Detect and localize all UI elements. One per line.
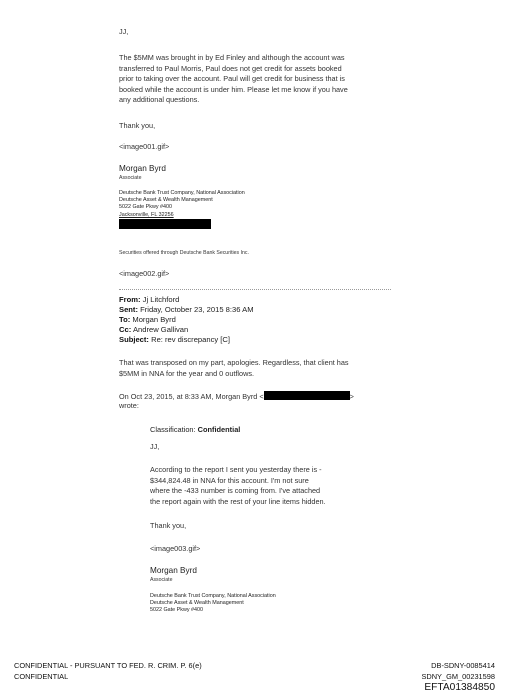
email1-body-line: booked while the account is under him. Please let me know if you have (119, 84, 348, 94)
signature-org-line: Deutsche Asset & Wealth Management (119, 197, 213, 204)
signature-org-line: 5022 Gate Pkwy #400 (119, 204, 173, 211)
email2-body-line: That was transposed on my part, apologies. Regardless, that client has (119, 358, 349, 367)
quote-intro-wrote: wrote: (119, 401, 139, 410)
redaction-block (264, 391, 350, 400)
email1-signature-name: Morgan Byrd (119, 164, 166, 173)
email3-greeting: JJ, (150, 442, 160, 451)
email1-body-line: transferred to Paul Morris, Paul does not get credit for assets booked (119, 63, 342, 73)
signature-org-line: Deutsche Asset & Wealth Management (150, 600, 244, 607)
email3-image-ref: <image003.gif> (150, 544, 201, 553)
email1-image-ref-1: <image001.gif> (119, 142, 170, 151)
email-separator (119, 289, 391, 290)
email2-header-sent (119, 305, 254, 315)
cc-label: Cc: (119, 325, 132, 334)
classification-value: Confidential (197, 425, 241, 434)
redaction-block (119, 219, 211, 229)
classification-label: Classification: (150, 425, 196, 434)
subject-label: Subject: (119, 335, 149, 344)
footer-bates-sdny: SDNY_GM_00231598 (421, 672, 495, 681)
email2-header-to (119, 315, 176, 325)
classification-line (150, 425, 240, 434)
footer-confidential: CONFIDENTIAL (14, 672, 69, 681)
securities-note: Securities offered through Deutsche Bank Securities Inc. (119, 250, 249, 256)
sent-label: Sent: (119, 305, 138, 314)
email1-body (119, 53, 348, 106)
to-value: Morgan Byrd (132, 315, 176, 324)
email3-signature-title: Associate (150, 577, 173, 583)
email2-header-cc (119, 325, 188, 335)
email3-closing: Thank you, (150, 521, 187, 530)
footer-efta-number: EFTA01384850 (424, 682, 495, 693)
sent-value: Friday, October 23, 2015 8:36 AM (140, 305, 254, 314)
footer-bates-db: DB-SDNY-0085414 (431, 661, 495, 670)
email1-body-line: prior to taking over the account. Paul will get credit for business that is (119, 74, 345, 84)
signature-org-line: Jacksonville, FL 32256 (119, 211, 174, 218)
email1-body-line: any additional questions. (119, 95, 200, 105)
email3-body-line: $344,824.48 in NNA for this account. I'm not sure (150, 475, 309, 485)
footer-confidential-notice: CONFIDENTIAL - PURSUANT TO FED. R. CRIM. P. 6(e) (14, 661, 202, 670)
email1-greeting: JJ, (119, 27, 129, 36)
email1-image-ref-2: <image002.gif> (119, 269, 170, 278)
email2-header-subject (119, 335, 230, 345)
quote-intro (119, 391, 354, 403)
email2-header-from (119, 295, 179, 305)
email1-signature-title: Associate (119, 175, 142, 181)
signature-org-line: Deutsche Bank Trust Company, National Association (119, 190, 245, 196)
email3-signature-name: Morgan Byrd (150, 566, 197, 575)
email2-body (119, 358, 349, 379)
email1-signature-org (119, 190, 245, 219)
from-value: Jj Litchford (142, 295, 180, 304)
email3-body (150, 465, 326, 507)
email3-body-line: the report again with the rest of your line items hidden. (150, 496, 326, 506)
email1-body-line: The $5MM was brought in by Ed Finley and although the account was (119, 53, 345, 62)
email3-signature-org (150, 593, 276, 615)
signature-org-line: Deutsche Bank Trust Company, National Association (150, 593, 276, 599)
cc-value: Andrew Gallivan (132, 325, 189, 334)
quote-intro-prefix: On Oct 23, 2015, at 8:33 AM, Morgan Byrd < (119, 392, 264, 401)
quote-intro-suffix: > (349, 392, 354, 401)
email1-closing: Thank you, (119, 121, 156, 130)
email2-body-line: $5MM in NNA for the year and 0 outflows. (119, 368, 255, 378)
subject-value: Re: rev discrepancy [C] (151, 335, 231, 344)
from-label: From: (119, 295, 141, 304)
to-label: To: (119, 315, 131, 324)
email3-body-line: where the -433 number is coming from. I've attached (150, 486, 321, 496)
email3-body-line: According to the report I sent you yesterday there is - (150, 465, 322, 474)
signature-org-line: 5022 Gate Pkwy #400 (150, 607, 204, 614)
